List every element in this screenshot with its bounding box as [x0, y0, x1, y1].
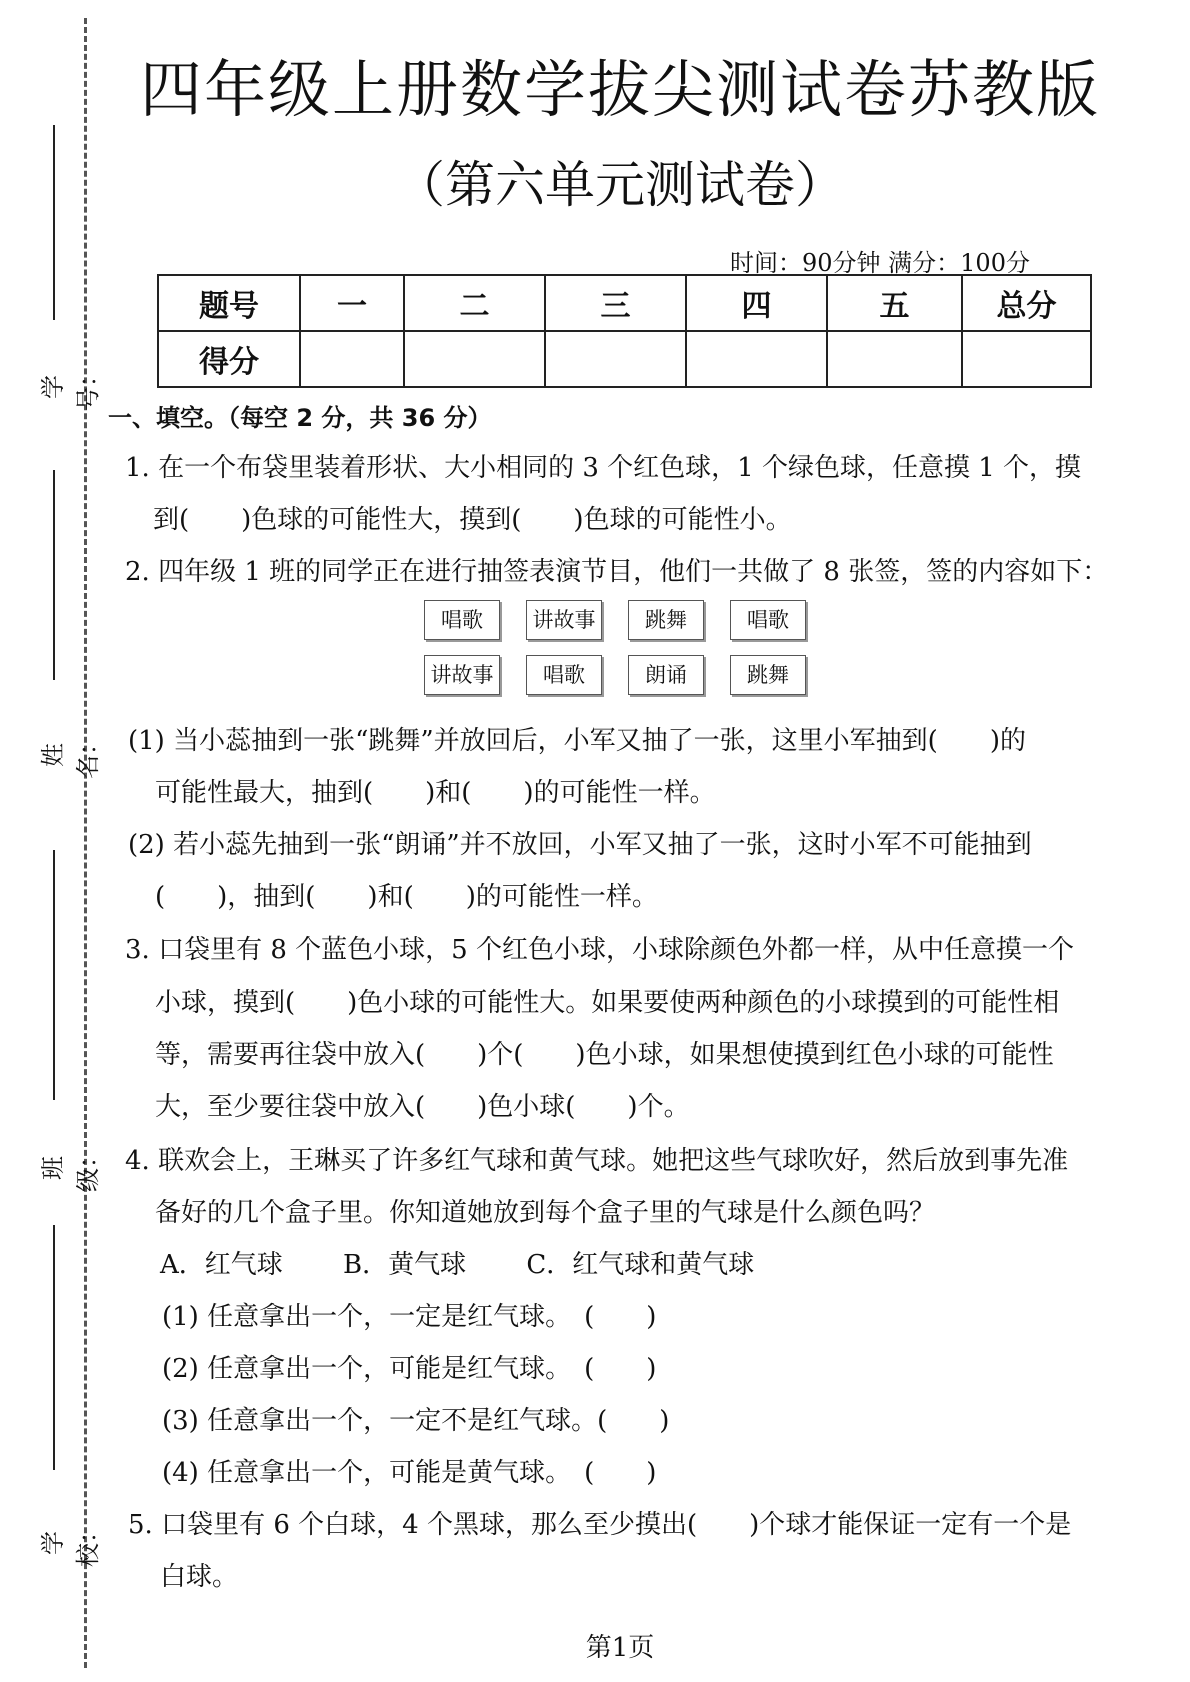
- q4-line-1: 4. 联欢会上，王琳买了许多红气球和黄气球。她把这些气球吹好，然后放到事先准: [125, 1146, 1069, 1176]
- q5-line-2: 白球。: [160, 1562, 239, 1592]
- lot-card: 讲故事: [526, 600, 602, 640]
- student-id-label: 学号：: [39, 363, 102, 411]
- score-table-header-row: [158, 275, 1091, 331]
- lot-card: 唱歌: [424, 600, 500, 640]
- score-table: [157, 274, 1092, 388]
- score-table-col-total: 总分: [962, 275, 1091, 331]
- score-cell[interactable]: [962, 331, 1091, 387]
- class-blank: [53, 850, 55, 1100]
- q3-line-3: 等，需要再往袋中放入( )个( )色小球，如果想使摸到红色小球的可能性: [155, 1040, 1054, 1070]
- score-table-row-header: 题号: [158, 275, 300, 331]
- q4-line-2: 备好的几个盒子里。你知道她放到每个盒子里的气球是什么颜色吗？: [155, 1198, 936, 1228]
- lot-card: 朗诵: [628, 655, 704, 695]
- page-number: 第1页: [585, 1633, 655, 1663]
- q3-line-1: 3. 口袋里有 8 个蓝色小球，5 个红色小球，小球除颜色外都一样，从中任意摸一个: [125, 935, 1074, 965]
- q1-line-1: 1. 在一个布袋里装着形状、大小相同的 3 个红色球，1 个绿色球，任意摸 1 个，摸: [125, 453, 1082, 483]
- q2-intro: 2. 四年级 1 班的同学正在进行抽签表演节目，他们一共做了 8 张签，签的内容如下：: [125, 557, 1109, 587]
- name-label: 姓名：: [39, 731, 102, 779]
- q4-options: A．红气球 B．黄气球 C．红气球和黄气球: [160, 1250, 755, 1280]
- score-cell[interactable]: [404, 331, 545, 387]
- score-table-col-2: 二: [404, 275, 545, 331]
- lot-card: 讲故事: [424, 655, 500, 695]
- score-table-col-1: 一: [300, 275, 404, 331]
- q1-line-2: 到( )色球的可能性大，摸到( )色球的可能性小。: [153, 505, 792, 535]
- exam-meta: 时间：90分钟 满分：100分: [730, 249, 1030, 277]
- score-cell[interactable]: [686, 331, 827, 387]
- score-table-col-3: 三: [545, 275, 686, 331]
- q2-part1-line-2: 可能性最大，抽到( )和( )的可能性一样。: [155, 778, 716, 808]
- lot-card: 唱歌: [730, 600, 806, 640]
- section-1-heading: 一、填空。（每空 2 分，共 36 分）: [108, 404, 492, 432]
- q3-line-4: 大，至少要往袋中放入( )色小球( )个。: [155, 1092, 690, 1122]
- q4-item-3: (3) 任意拿出一个，一定不是红气球。( ): [162, 1406, 670, 1436]
- lot-card: 跳舞: [730, 655, 806, 695]
- score-cell[interactable]: [300, 331, 404, 387]
- school-label: 学校：: [39, 1519, 102, 1567]
- score-cell[interactable]: [827, 331, 962, 387]
- score-cell[interactable]: [545, 331, 686, 387]
- school-blank: [53, 1225, 55, 1470]
- lot-card: 唱歌: [526, 655, 602, 695]
- score-table-score-row: [158, 331, 1091, 387]
- page-title: 四年级上册数学拔尖测试卷苏教版: [139, 53, 1100, 126]
- q3-line-2: 小球，摸到( )色小球的可能性大。如果要使两种颜色的小球摸到的可能性相: [155, 988, 1060, 1018]
- page-subtitle: （第六单元测试卷）: [395, 156, 845, 214]
- binding-dashed-line: [84, 18, 87, 1668]
- q4-item-2: (2) 任意拿出一个，可能是红气球。 ( ): [162, 1354, 657, 1384]
- q4-item-1: (1) 任意拿出一个，一定是红气球。 ( ): [162, 1302, 657, 1332]
- q2-part1-line-1: (1) 当小蕊抽到一张“跳舞”并放回后，小军又抽了一张，这里小军抽到( )的: [128, 726, 1026, 756]
- name-blank: [53, 470, 55, 680]
- score-table-score-label: 得分: [158, 331, 300, 387]
- q2-part2-line-2: ( )，抽到( )和( )的可能性一样。: [155, 882, 658, 912]
- score-table-col-4: 四: [686, 275, 827, 331]
- q4-item-4: (4) 任意拿出一个，可能是黄气球。 ( ): [162, 1458, 657, 1488]
- lot-card: 跳舞: [628, 600, 704, 640]
- score-table-col-5: 五: [827, 275, 962, 331]
- q2-part2-line-1: (2) 若小蕊先抽到一张“朗诵”并不放回，小军又抽了一张，这时小军不可能抽到: [128, 830, 1032, 860]
- class-label: 班级：: [39, 1144, 102, 1192]
- q5-line-1: 5. 口袋里有 6 个白球，4 个黑球，那么至少摸出( )个球才能保证一定有一个是: [128, 1510, 1072, 1540]
